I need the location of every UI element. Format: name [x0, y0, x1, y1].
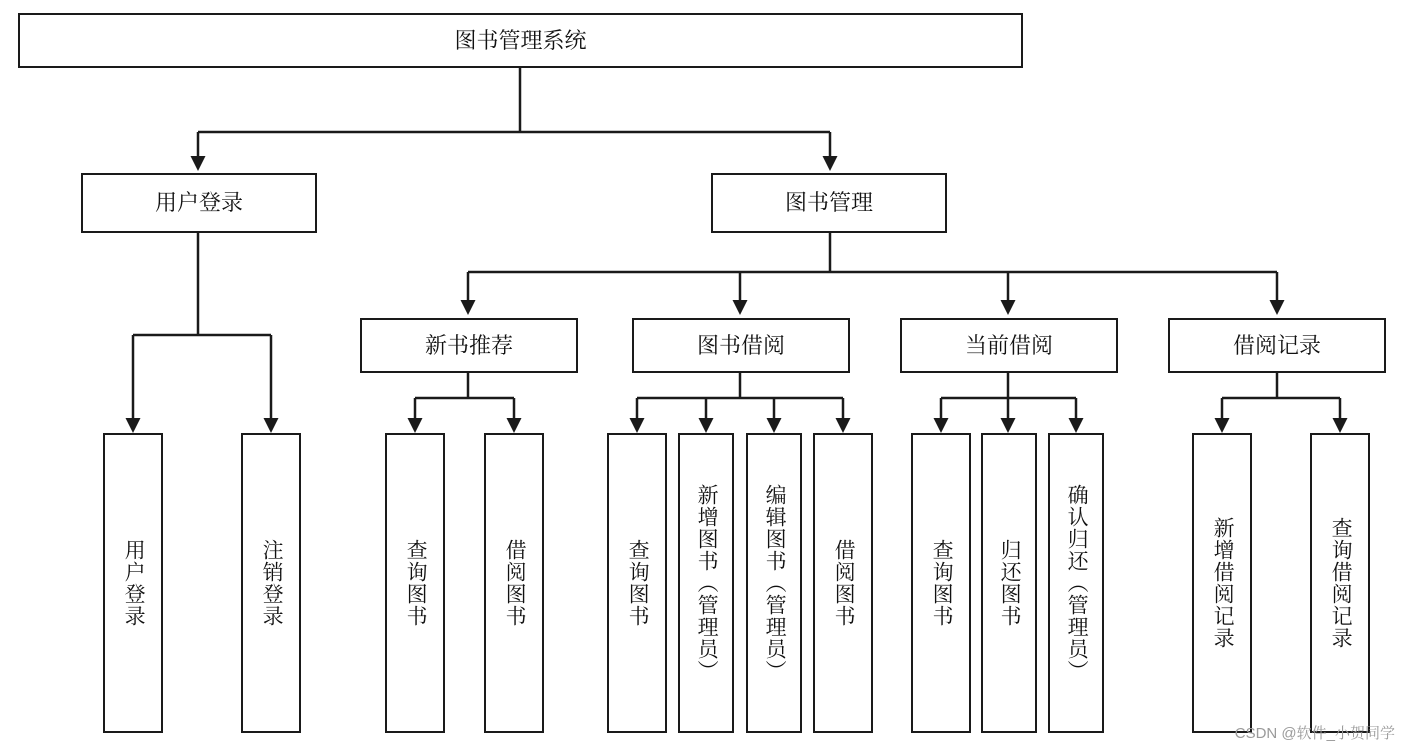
leaf-records-query-record[interactable]: [1310, 433, 1370, 733]
leaf-current-query-book[interactable]: [911, 433, 971, 733]
leaf-borrow-borrow-book[interactable]: [813, 433, 873, 733]
leaf-user-login[interactable]: [103, 433, 163, 733]
node-borrow-records-label: 借阅记录: [1232, 332, 1321, 358]
node-user-login-label: 用户登录: [154, 190, 243, 216]
node-book-management-label: 图书管理: [784, 190, 873, 216]
leaf-recommend-borrow-book-label: 借阅图书: [503, 539, 527, 627]
leaf-records-query-record-label: 查询借阅记录: [1329, 517, 1353, 649]
leaf-recommend-query-book-label: 查询图书: [404, 539, 428, 627]
leaf-borrow-add-book[interactable]: [678, 433, 734, 733]
leaf-borrow-edit-book[interactable]: [746, 433, 802, 733]
node-root-label: 图书管理系统: [454, 27, 587, 53]
leaf-current-query-book-label: 查询图书: [930, 539, 954, 627]
leaf-recommend-query-book[interactable]: [385, 433, 445, 733]
node-new-book-recommend-label: 新书推荐: [424, 332, 513, 358]
leaf-recommend-borrow-book[interactable]: [484, 433, 544, 733]
leaf-borrow-add-book-label: 新增图书（管理员）: [695, 484, 719, 682]
node-root[interactable]: [18, 13, 1023, 68]
node-current-borrow-label: 当前借阅: [964, 332, 1053, 358]
node-user-login[interactable]: [81, 173, 317, 233]
node-current-borrow[interactable]: [900, 318, 1118, 373]
watermark: CSDN @软件_小贺同学: [1234, 725, 1395, 742]
leaf-borrow-query-book[interactable]: [607, 433, 667, 733]
leaf-records-add-record-label: 新增借阅记录: [1211, 517, 1235, 649]
leaf-current-confirm-return[interactable]: [1048, 433, 1104, 733]
leaf-borrow-query-book-label: 查询图书: [626, 539, 650, 627]
leaf-user-login-label: 用户登录: [122, 539, 146, 627]
leaf-current-confirm-return-label: 确认归还（管理员）: [1065, 484, 1089, 682]
node-new-book-recommend[interactable]: [360, 318, 578, 373]
leaf-current-return-book[interactable]: [981, 433, 1037, 733]
node-book-borrow[interactable]: [632, 318, 850, 373]
leaf-logout[interactable]: [241, 433, 301, 733]
leaf-current-return-book-label: 归还图书: [998, 539, 1022, 627]
leaf-borrow-borrow-book-label: 借阅图书: [832, 539, 856, 627]
node-book-management[interactable]: [711, 173, 947, 233]
leaf-records-add-record[interactable]: [1192, 433, 1252, 733]
node-book-borrow-label: 图书借阅: [696, 332, 785, 358]
leaf-logout-label: 注销登录: [260, 539, 284, 627]
leaf-borrow-edit-book-label: 编辑图书（管理员）: [763, 484, 787, 682]
node-borrow-records[interactable]: [1168, 318, 1386, 373]
